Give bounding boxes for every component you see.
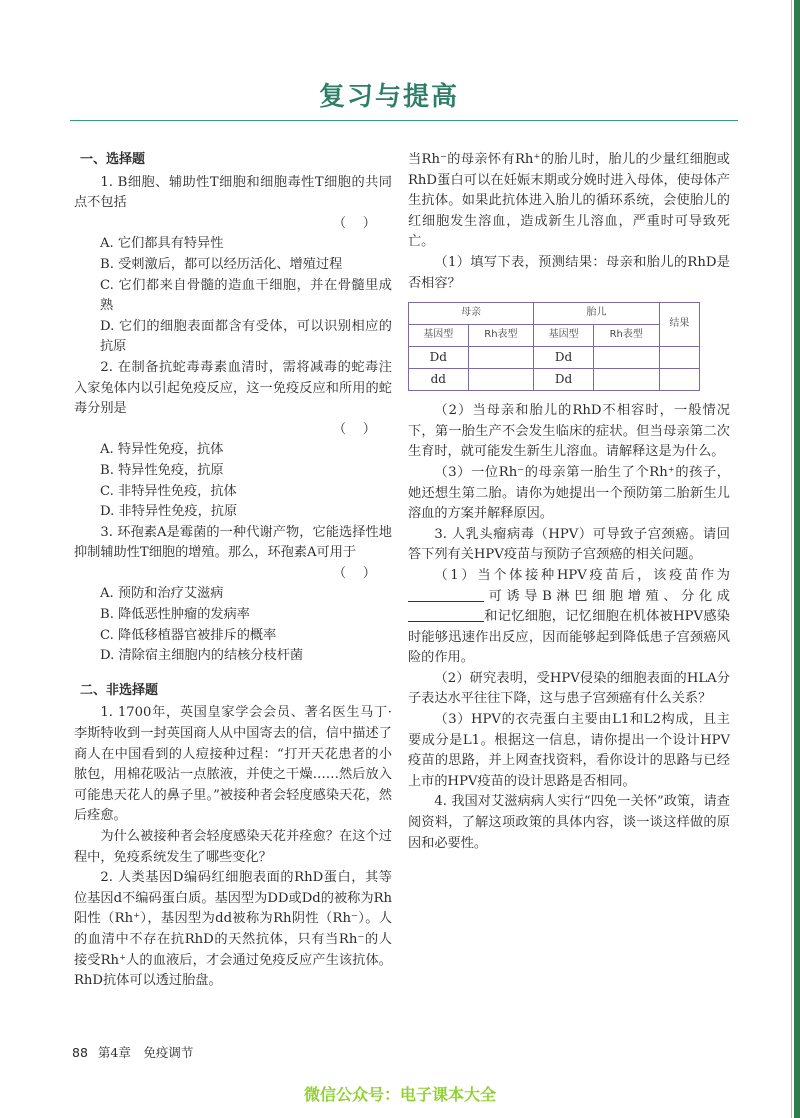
section-heading-open: 二、非选择题	[80, 682, 159, 698]
page-number: 88	[72, 1045, 88, 1060]
answer-paren-2: （ ）	[332, 421, 376, 437]
table-cell-empty[interactable]	[659, 347, 699, 369]
option-1a: A. 它们都具有特异性	[100, 236, 224, 252]
open-question-3: 3. 人乳头瘤病毒（HPV）可导致子宫颈癌。请回答下列有关HPV疫苗与预防子宫颈癌的相关问题。	[408, 526, 730, 563]
answer-paren-3: （ ）	[332, 565, 376, 581]
side-accent-bar	[794, 0, 800, 1118]
table-cell-empty[interactable]	[468, 347, 534, 369]
side-accent-line	[791, 0, 792, 1118]
option-3d: D. 清除宿主细胞内的结核分枝杆菌	[100, 648, 304, 664]
question-1: 1. B细胞、辅助性T细胞和细胞毒性T细胞的共同点不包括	[74, 174, 392, 211]
chapter-label: 第4章 免疫调节	[97, 1045, 194, 1060]
page-footer	[72, 1043, 193, 1061]
option-3a: A. 预防和治疗艾滋病	[100, 586, 224, 602]
rh-compatibility-table	[408, 302, 700, 391]
section-heading-choice: 一、选择题	[80, 152, 146, 167]
table-subheader-fetus-genotype: 基因型	[534, 325, 594, 347]
right-column	[408, 150, 730, 854]
table-header-fetus: 胎儿	[534, 303, 659, 325]
table-cell: Dd	[534, 347, 594, 369]
table-cell: Dd	[534, 369, 594, 391]
sub-question-3-1: （1）当个体接种HPV疫苗后，该疫苗作为可诱导B淋巴细胞增殖、分化成和记忆细胞，记忆细胞在机体被HPV感染时能够迅速作出反应，因而能够起到降低患子宫颈癌风险的作用。	[408, 567, 730, 666]
open-question-1-ask: 为什么被接种者会轻度感染天花并痊愈？在这个过程中，免疫系统发生了哪些变化？	[74, 829, 392, 865]
sub-question-2-3: （3）一位Rh⁻的母亲第一胎生了个Rh⁺的孩子，她还想生第二胎。请你为她提出一个预防第二胎新生儿溶血的方案并解释原因。	[408, 464, 730, 522]
page-title: 复习与提高	[318, 82, 459, 112]
table-row	[409, 369, 700, 391]
table-cell: Dd	[409, 347, 469, 369]
fill-blank-2[interactable]	[408, 607, 484, 622]
open-question-2: 2. 人类基因D编码红细胞表面的RhD蛋白，其等位基因d不编码蛋白质。基因型为DD或Dd的被称为Rh阳性（Rh⁺），基因型为dd被称为Rh阴性（Rh⁻）。人的血清中不存在抗RhD的天然抗体，只有当Rh⁻的人接受Rh⁺人的血液后，才会通过免疫反应产生该抗体。RhD抗体可以透过胎盘。	[74, 870, 392, 989]
open-question-1: 1. 1700年，英国皇家学会会员、著名医生马丁·李斯特收到一封英国商人从中国寄去的信，信中描述了商人在中国看到的人痘接种过程：“打开天花患者的小脓包，用棉花吸沾一点脓液，并使之干燥……然后放入可能患天花人的鼻子里。”被接种者会轻度感染天花，然后痊愈。	[74, 705, 392, 824]
answer-paren-1: （ ）	[332, 215, 376, 231]
table-cell: dd	[409, 369, 469, 391]
sub-question-3-2: （2）研究表明，受HPV侵染的细胞表面的HLA分子表达水平往往下降，这与患子宫颈癌有什么关系？	[408, 670, 730, 707]
sub-question-3-3: （3）HPV的衣壳蛋白主要由L1和L2构成，且主要成分是L1。根据这一信息，请你提出一个设计HPV疫苗的思路，并上网查找资料，看你设计的思路与已经上市的HPV疫苗的设计思路是否相同。	[408, 712, 730, 789]
table-header-result: 结果	[659, 303, 699, 347]
option-1c: C. 它们都来自骨髓的造血干细胞，并在骨髓里成熟	[100, 277, 392, 314]
question-2: 2. 在制备抗蛇毒毒素血清时，需将减毒的蛇毒注入家兔体内以引起免疫反应，这一免疫反应和所用的蛇毒分别是	[74, 359, 392, 417]
open-question-2-continued: 当Rh⁻的母亲怀有Rh⁺的胎儿时，胎儿的少量红细胞或RhD蛋白可以在妊娠末期或分娩时进入母体，使母体产生抗体。如果此抗体进入胎儿的循环系统，会使胎儿的红细胞发生溶血，造成新生儿溶血，严重时可导致死亡。	[408, 152, 730, 250]
left-column	[74, 150, 392, 992]
title-divider	[70, 120, 738, 121]
option-3b: B. 降低恶性肿瘤的发病率	[100, 607, 250, 623]
open-question-4: 4. 我国对艾滋病病人实行“四免一关怀”政策，请查阅资料，了解这项政策的具体内容，谈一谈这样做的原因和必要性。	[408, 794, 730, 851]
table-cell-empty[interactable]	[593, 369, 659, 391]
table-subheader-mother-phenotype: Rh表型	[468, 325, 534, 347]
fill-blank-1[interactable]	[408, 587, 484, 602]
question-3: 3. 环孢素A是霉菌的一种代谢产物，它能选择性地抑制辅助性T细胞的增殖。那么，环孢素A可用于	[74, 524, 392, 561]
watermark-text: 微信公众号：电子课本大全	[303, 1085, 496, 1104]
option-1d: D. 它们的细胞表面都含有受体，可以识别相应的抗原	[100, 318, 392, 355]
option-1b: B. 受刺激后，都可以经历活化、增殖过程	[100, 256, 343, 272]
table-row	[409, 347, 700, 369]
sub-question-2-1: （1）填写下表，预测结果：母亲和胎儿的RhD是否相容？	[408, 254, 730, 291]
sub-question-2-2: （2）当母亲和胎儿的RhD不相容时，一般情况下，第一胎生产不会发生临床的症状。但当母亲第二次生育时，就可能发生新生儿溶血。请解释这是为什么。	[408, 403, 730, 460]
table-cell-empty[interactable]	[593, 347, 659, 369]
option-2d: D. 非特异性免疫，抗原	[100, 504, 238, 520]
table-subheader-fetus-phenotype: Rh表型	[593, 325, 659, 347]
table-cell-empty[interactable]	[659, 369, 699, 391]
option-2a: A. 特异性免疫，抗体	[100, 442, 224, 458]
table-header-mother: 母亲	[409, 303, 534, 325]
table-cell-empty[interactable]	[468, 369, 534, 391]
option-2b: B. 特异性免疫，抗原	[100, 462, 224, 478]
table-subheader-mother-genotype: 基因型	[409, 325, 469, 347]
option-2c: C. 非特异性免疫，抗体	[100, 483, 237, 499]
option-3c: C. 降低移植器官被排斥的概率	[100, 627, 277, 643]
